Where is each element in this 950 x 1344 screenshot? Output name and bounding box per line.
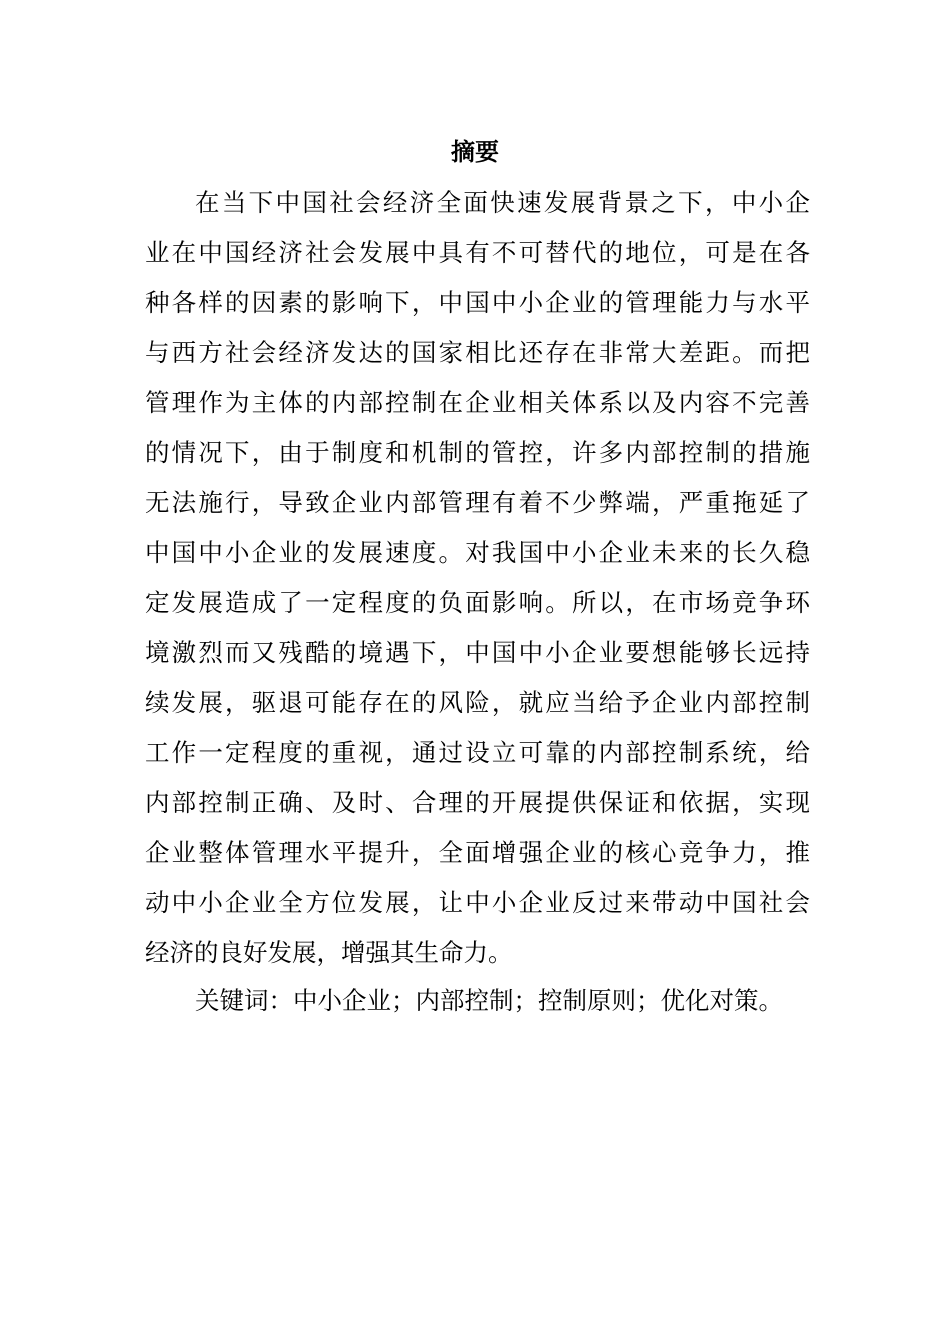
abstract-paragraph <box>145 178 810 978</box>
abstract-line: 企业整体管理水平提升，全面增强企业的核心竞争力，推 <box>145 838 810 867</box>
abstract-line: 动中小企业全方位发展，让中小企业反过来带动中国社会 <box>145 888 810 917</box>
abstract-line: 续发展，驱退可能存在的风险，就应当给予企业内部控制 <box>145 688 810 717</box>
abstract-line: 内部控制正确、及时、合理的开展提供保证和依据，实现 <box>145 788 810 817</box>
abstract-line: 与西方社会经济发达的国家相比还存在非常大差距。而把 <box>145 338 810 367</box>
abstract-title: 摘要 <box>451 137 499 166</box>
abstract-line: 定发展造成了一定程度的负面影响。所以，在市场竞争环 <box>145 588 810 617</box>
abstract-line: 无法施行，导致企业内部管理有着不少弊端，严重拖延了 <box>145 488 810 517</box>
abstract-line: 工作一定程度的重视，通过设立可靠的内部控制系统，给 <box>145 738 810 767</box>
abstract-line: 管理作为主体的内部控制在企业相关体系以及内容不完善 <box>145 388 810 417</box>
abstract-line: 在当下中国社会经济全面快速发展背景之下，中小企 <box>195 188 810 217</box>
abstract-line: 中国中小企业的发展速度。对我国中小企业未来的长久稳 <box>145 538 810 567</box>
abstract-line: 境激烈而又残酷的境遇下，中国中小企业要想能够长远持 <box>145 638 810 667</box>
abstract-line: 经济的良好发展，增强其生命力。 <box>145 938 513 967</box>
abstract-line: 种各样的因素的影响下，中国中小企业的管理能力与水平 <box>145 288 810 317</box>
keywords-line: 关键词：中小企业；内部控制；控制原则；优化对策。 <box>195 986 783 1015</box>
abstract-line: 业在中国经济社会发展中具有不可替代的地位，可是在各 <box>145 238 810 267</box>
abstract-line: 的情况下，由于制度和机制的管控，许多内部控制的措施 <box>145 438 810 467</box>
